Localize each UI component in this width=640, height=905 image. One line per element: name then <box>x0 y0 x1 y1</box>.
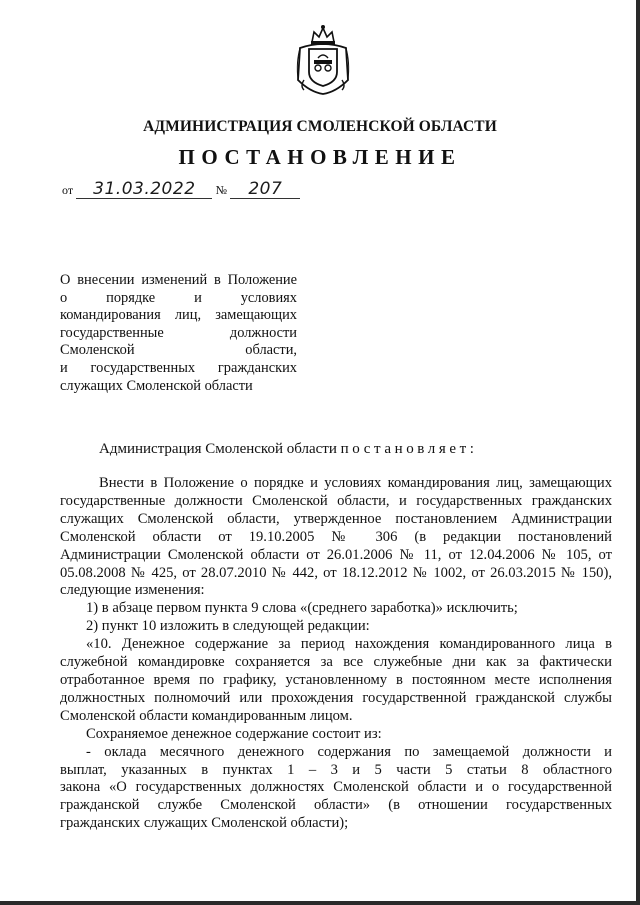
body-line: Внести в Положение о порядке и условиях командирования лиц, замещающих <box>99 475 612 491</box>
body-line: служащих Смоленской области, утвержденное постановлением Администрации <box>60 510 612 527</box>
body-line: Смоленской области от 19.10.2005 № 306 (в редакции постановлений <box>60 528 612 545</box>
body-line: 1) в абзаце первом пункта 9 слова «(среднего заработка)» исключить; <box>86 600 518 617</box>
subject-line: Смоленской области, <box>60 342 297 359</box>
subject-line: и государственных гражданских <box>60 359 297 376</box>
body-line: - оклада месячного денежного содержания по замещаемой должности и <box>86 743 612 760</box>
preamble <box>99 441 478 458</box>
body-line: следующие изменения: <box>60 582 205 599</box>
subject-line: служащих Смоленской области <box>60 377 253 394</box>
preamble-prefix: Администрация Смоленской области <box>99 441 337 457</box>
body-line: Администрации Смоленской области от 26.01.2006 № 11, от 12.04.2006 № 105, от <box>60 546 612 563</box>
date-number-line <box>62 180 300 199</box>
subject-block <box>60 272 297 395</box>
handwritten-date: 31.03.2022 <box>76 180 212 199</box>
preamble-verb: постановляет: <box>340 441 478 457</box>
body-line: 05.08.2008 № 425, от 28.07.2010 № 442, от 18.12.2012 № 1002, от 26.03.2015 № 150), <box>60 564 612 581</box>
document-body <box>60 475 612 833</box>
organization-title: АДМИНИСТРАЦИЯ СМОЛЕНСКОЙ ОБЛАСТИ <box>143 118 497 135</box>
body-line: Смоленской области командированным лицом. <box>60 707 353 724</box>
number-label: № <box>215 183 228 197</box>
subject-line: О внесении изменений в Положение <box>60 272 297 288</box>
body-line: служебной командировке сохраняется за все служебные дни как за фактически <box>60 654 612 671</box>
body-line: закона «О государственных должностях Смоленской области и о государственной <box>60 779 612 796</box>
body-line: должностных полномочий или прохождения государственной гражданской службы <box>60 689 612 706</box>
subject-line: государственные должности <box>60 324 297 341</box>
body-line: Сохраняемое денежное содержание состоит из: <box>86 725 382 742</box>
body-line: гражданской службе Смоленской области» (в отношении государственных <box>60 797 612 814</box>
handwritten-number: 207 <box>230 180 300 199</box>
body-line: отработанное время по графику, установленному в постоянном месте исполнения <box>60 671 612 688</box>
coat-of-arms-icon <box>292 22 354 98</box>
scan-edge-bottom <box>0 901 640 905</box>
subject-line: о порядке и условиях <box>60 289 297 306</box>
subject-line: командирования лиц, замещающих <box>60 307 297 324</box>
document-type-title: ПОСТАНОВЛЕНИЕ <box>178 145 462 169</box>
body-line: государственные должности Смоленской области, и государственных гражданских <box>60 492 612 509</box>
body-line: гражданских служащих Смоленской области); <box>60 815 349 832</box>
date-from-label: от <box>62 183 74 197</box>
body-line: выплат, указанных в пунктах 1 – 3 и 5 части 5 статьи 8 областного <box>60 761 612 778</box>
body-line: «10. Денежное содержание за период нахождения командированного лица в <box>86 636 612 653</box>
body-line: 2) пункт 10 изложить в следующей редакции: <box>86 618 370 635</box>
